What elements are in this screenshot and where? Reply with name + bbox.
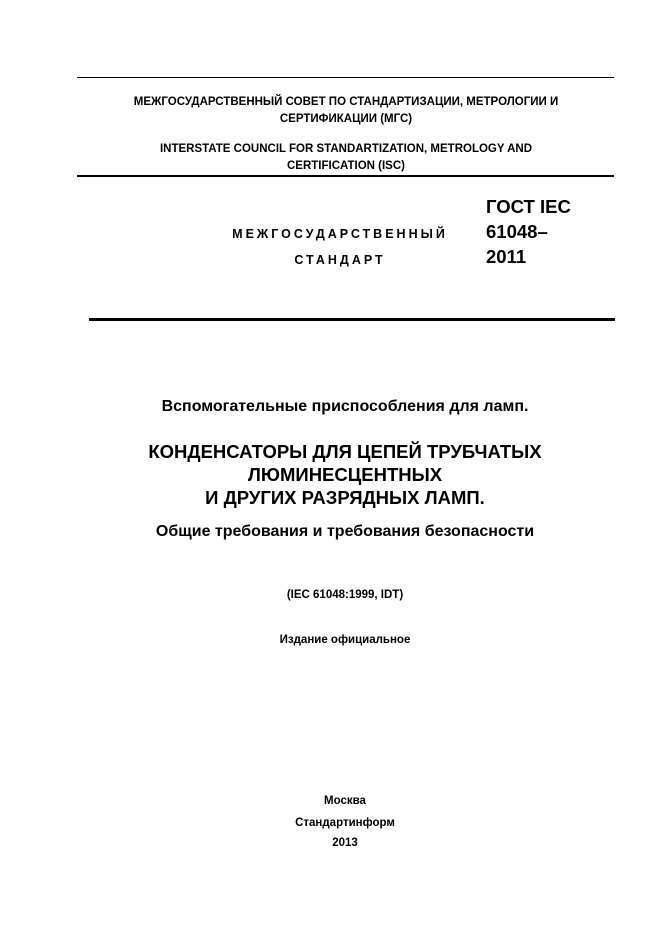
council-name-en bbox=[90, 141, 602, 175]
designation-line-2: 61048– bbox=[486, 221, 548, 242]
council-ru-line-1: МЕЖГОСУДАРСТВЕННЫЙ СОВЕТ ПО СТАНДАРТИЗАЦИИ, МЕТРОЛОГИИ И bbox=[133, 96, 559, 108]
edition-note: Издание официальное bbox=[279, 634, 411, 646]
standard-type-line-1: МЕЖГОСУДАРСТВЕННЫЙ bbox=[232, 227, 448, 241]
top-rule bbox=[77, 77, 614, 78]
main-title-line-2: ЛЮМИНЕСЦЕНТНЫХ bbox=[247, 464, 443, 485]
council-name-ru bbox=[90, 94, 602, 128]
main-title-line-1: КОНДЕНСАТОРЫ ДЛЯ ЦЕПЕЙ ТРУБЧАТЫХ bbox=[148, 441, 542, 462]
main-title bbox=[0, 440, 661, 509]
title-prefix: Вспомогательные приспособления для ламп. bbox=[161, 398, 529, 415]
council-en-line-1: INTERSTATE COUNCIL FOR STANDARTIZATION, METROLOGY AND bbox=[159, 143, 533, 155]
standard-type-line-2: СТАНДАРТ bbox=[294, 253, 386, 267]
council-en-line-2: CERTIFICATION (ISC) bbox=[287, 160, 405, 172]
subtitle: Общие требования и требования безопасности bbox=[155, 523, 535, 540]
designation-line-1: ГОСТ IEC bbox=[486, 196, 571, 217]
publication-year: 2013 bbox=[332, 837, 358, 849]
thick-rule bbox=[89, 318, 615, 321]
standard-designation bbox=[486, 194, 616, 269]
council-ru-line-2: СЕРТИФИКАЦИИ (МГС) bbox=[279, 113, 413, 125]
iec-reference: (IEC 61048:1999, IDT) bbox=[286, 589, 404, 601]
publication-city: Москва bbox=[324, 795, 366, 807]
publisher-name: Стандартинформ bbox=[295, 817, 395, 829]
designation-line-3: 2011 bbox=[486, 246, 527, 267]
middle-rule bbox=[77, 175, 614, 177]
main-title-line-3: И ДРУГИХ РАЗРЯДНЫХ ЛАМП. bbox=[205, 487, 485, 508]
